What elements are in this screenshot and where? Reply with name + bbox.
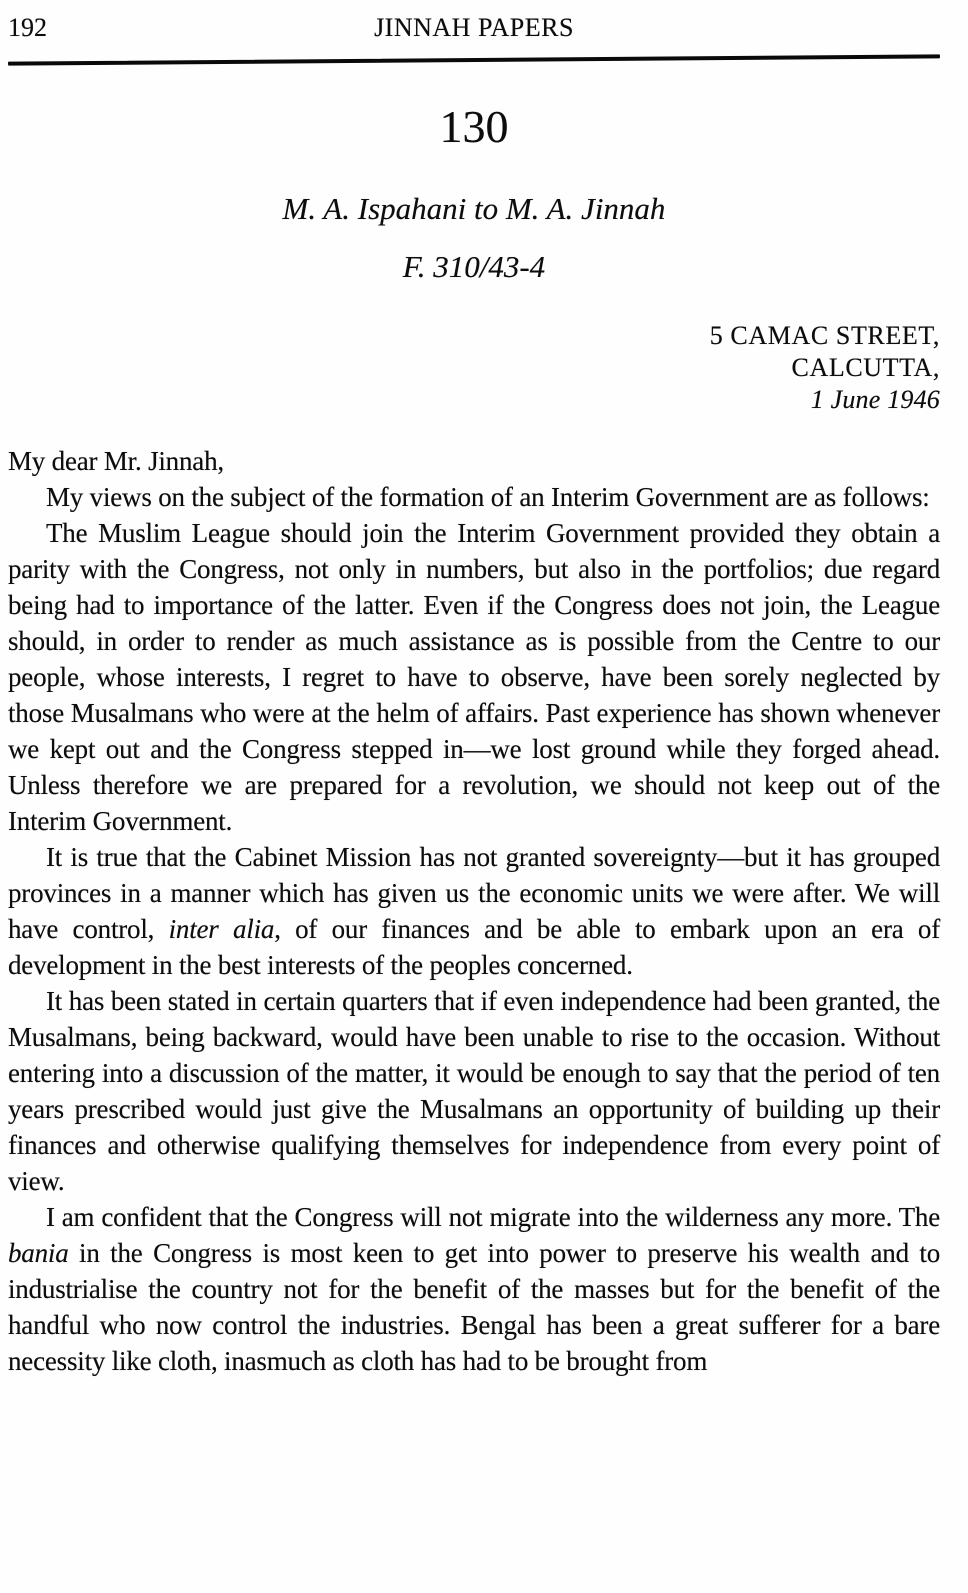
page-number: 192: [8, 13, 47, 42]
paragraph-1: My views on the subject of the formation of an Interim Government are as follows:: [46, 482, 930, 513]
salutation: My dear Mr. Jinnah,: [8, 446, 224, 477]
paragraph-2: The Muslim League should join the Interim Government provided they obtain a parity with the Congress, not only in numbers, but also in the portfolios; due regard being had to importance of the latter. Even if the Congress does not join, the League should, in order to render as much assistance as is possible from the Centre to our people, whose interests, I regret to have to observe, have been sorely neglected by those Musalmans who were at the helm of affairs. Past experience has shown whenever we kept out and the Congress stepped in—we lost ground while they forged ahead. Unless therefore we are prepared for a revolution, we should not keep out of the Interim Government.: [8, 518, 940, 837]
document-heading: M. A. Ispahani to M. A. Jinnah: [282, 191, 666, 226]
address-block: [8, 320, 940, 416]
date-line: 1 June 1946: [810, 385, 940, 415]
paragraph-3: It is true that the Cabinet Mission has not granted sovereignty—but it has grouped provinces in a manner which has given us the economic units we were after. We will have control, inter alia, of our finances and be able to embark upon an era of development in the best interests of the peoples concerned.: [8, 842, 941, 981]
header-rule: [8, 54, 940, 65]
document-reference: F. 310/43-4: [402, 249, 546, 285]
address-line-1: 5 CAMAC STREET,: [709, 321, 940, 351]
running-header: [8, 12, 940, 46]
paragraph-5: I am confident that the Congress will not migrate into the wilderness any more. The bania in the Congress is most keen to get into power to preserve his wealth and to industrialise the country not for the benefit of the masses but for the benefit of the handful who now control the industries. Bengal has been a great sufferer for a bare necessity like cloth, inasmuch as cloth has had to be brought from: [8, 1202, 940, 1377]
document-number: 130: [439, 101, 509, 152]
letter-body: [8, 443, 940, 1379]
running-header-title: JINNAH PAPERS: [374, 13, 574, 42]
paragraph-4: It has been stated in certain quarters that if even independence had been granted, the Musalmans, being backward, would have been unable to rise to the occasion. Without entering into a discussion of the matter, it would be enough to say that the period of ten years prescribed would just give the Musalmans an opportunity of building up their finances and otherwise qualifying themselves for independence from every point of view.: [8, 986, 940, 1197]
address-line-2: CALCUTTA,: [791, 353, 940, 383]
